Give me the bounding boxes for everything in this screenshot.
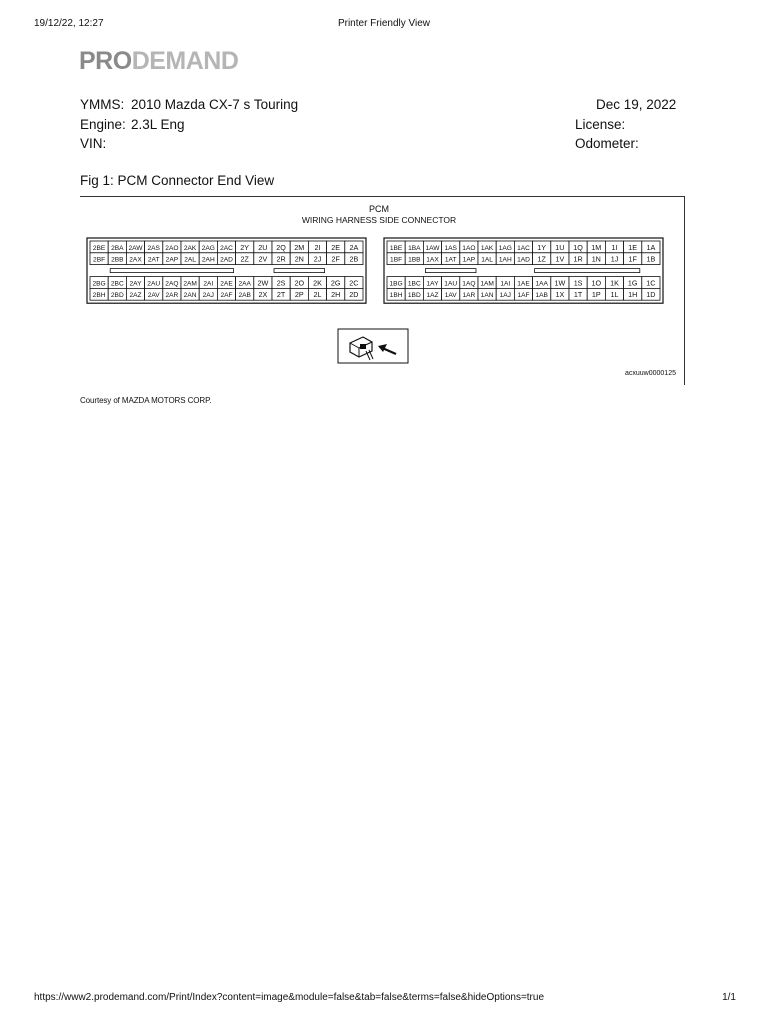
pin-label: 2C [349, 278, 359, 288]
pin-label: 2AG [201, 244, 215, 252]
pin-label: 2BG [92, 280, 106, 288]
pin-label: 1AP [462, 256, 476, 264]
pin-label: 1AE [517, 280, 530, 288]
pin-label: 1AC [517, 244, 530, 252]
pin-label: 2T [276, 290, 286, 300]
pcm-connector-diagram [80, 197, 684, 385]
pin-label: 2AX [129, 256, 142, 264]
pin-label: 2P [294, 290, 304, 300]
pin-label: 2AA [238, 280, 251, 288]
pin-label: 2AV [147, 292, 160, 300]
print-url: https://www2.prodemand.com/Print/Index?content=image&module=false&tab=false&terms=false&hideOptions=true [34, 992, 545, 1003]
pin-label: 1AT [444, 256, 457, 264]
pin-label: 2W [257, 278, 269, 288]
image-code: acxuuw0000125 [625, 370, 676, 377]
left-connector-key [274, 269, 325, 273]
license-label: License: [575, 116, 626, 132]
ymms-value: 2010 Mazda CX-7 s Touring [131, 97, 299, 112]
pin-label: 1AN [480, 292, 494, 300]
pin-label: 1BH [389, 292, 403, 300]
pin-label: 1AV [444, 292, 457, 300]
pin-label: 1BB [408, 256, 421, 264]
pin-label: 2AT [147, 256, 160, 264]
pin-label: 1AH [498, 256, 512, 264]
page-number: 1/1 [722, 992, 736, 1003]
pin-label: 2K [313, 278, 322, 288]
print-title: Printer Friendly View [337, 18, 431, 29]
pin-label: 1AO [462, 244, 476, 252]
pin-label: 1W [554, 278, 566, 288]
pin-label: 2N [294, 254, 304, 264]
pin-label: 1O [591, 278, 602, 288]
pin-label: 2AL [184, 256, 196, 264]
pin-label: 2AQ [165, 280, 179, 288]
pin-label: 1M [591, 242, 602, 252]
pin-label: 2R [276, 254, 286, 264]
pin-label: 2AB [238, 292, 251, 300]
pin-label: 2AE [220, 280, 233, 288]
vin-label: VIN: [80, 136, 107, 151]
print-datetime: 19/12/22, 12:27 [34, 18, 104, 29]
pin-label: 1X [555, 290, 565, 300]
pin-label: 2AS [147, 244, 160, 252]
pin-label: 2B [349, 254, 359, 264]
pin-label: 1R [573, 254, 583, 264]
logo-part-demand: DEMAND [131, 47, 239, 75]
pin-label: 2AD [220, 256, 233, 264]
pin-label: 1AD [517, 256, 530, 264]
pin-label: 2I [314, 242, 321, 252]
vehicle-info-row-2 [80, 115, 678, 135]
pin-label: 2AK [183, 244, 197, 252]
ymms-label: YMMS: [80, 97, 125, 112]
right-connector-key [425, 269, 476, 273]
pin-label: 1U [555, 242, 565, 252]
pin-label: 1AW [425, 244, 440, 252]
pin-label: 2S [276, 278, 286, 288]
pin-label: 1H [628, 290, 638, 300]
pin-label: 2AJ [202, 292, 214, 300]
pin-label: 1L [610, 290, 619, 300]
pin-label: 1AM [480, 280, 494, 288]
pin-label: 1AQ [462, 280, 476, 288]
diagram-title: PCM [369, 204, 389, 214]
pin-label: 2Q [276, 242, 286, 252]
pin-label: 2AF [220, 292, 233, 300]
pin-label: 1E [628, 242, 638, 252]
connector-view-icon [338, 329, 408, 363]
pin-label: 2AW [128, 244, 143, 252]
pin-label: 1P [591, 290, 601, 300]
pin-label: 1AS [444, 244, 457, 252]
pin-label: 1AK [480, 244, 494, 252]
pcm-connector-figure [80, 196, 685, 385]
vehicle-info-row-1 [80, 95, 678, 115]
pin-label: 2AU [147, 280, 161, 288]
pin-label: 1D [646, 290, 656, 300]
pin-label: 2AO [165, 244, 179, 252]
pin-label: 2BC [110, 280, 124, 288]
pin-label: 1Q [573, 242, 583, 252]
pin-label: 2G [330, 278, 341, 288]
pin-label: 1C [646, 278, 656, 288]
pin-label: 1AF [517, 292, 530, 300]
pin-label: 1AU [444, 280, 458, 288]
pin-label: 2A [349, 242, 359, 252]
left-connector-key [110, 269, 233, 273]
odometer-label: Odometer: [575, 136, 639, 151]
pin-label: 1AB [535, 292, 548, 300]
pin-label: 2AI [203, 280, 214, 288]
vehicle-info-row-3 [80, 134, 678, 154]
pin-label: 1AZ [426, 292, 439, 300]
pin-label: 2AC [220, 244, 233, 252]
pin-label: 1AL [481, 256, 493, 264]
pin-label: 1B [646, 254, 656, 264]
engine-value: 2.3L Eng [131, 116, 185, 132]
pin-label: 2AM [183, 280, 197, 288]
pin-label: 1BG [389, 280, 403, 288]
pin-label: 2D [349, 290, 359, 300]
pin-label: 1AA [535, 280, 548, 288]
pin-label: 1AI [500, 280, 511, 288]
right-connector [384, 238, 663, 303]
report-date: Dec 19, 2022 [596, 97, 677, 112]
engine-label: Engine: [80, 116, 126, 132]
pin-label: 2U [258, 242, 268, 252]
pin-label: 1K [610, 278, 619, 288]
pin-label: 1AX [426, 256, 439, 264]
logo-part-pro: PRO [79, 47, 132, 75]
pin-label: 1G [627, 278, 638, 288]
pin-label: 1BE [389, 244, 403, 252]
pin-label: 1BD [407, 292, 421, 300]
pin-label: 1J [610, 254, 619, 264]
pin-label: 2J [313, 254, 322, 264]
pin-label: 1BC [407, 280, 421, 288]
pin-label: 1V [555, 254, 565, 264]
diagram-subtitle: WIRING HARNESS SIDE CONNECTOR [301, 215, 457, 225]
pin-label: 2M [294, 242, 305, 252]
pin-label: 1S [573, 278, 583, 288]
pin-label: 2AR [165, 292, 179, 300]
pin-label: 2L [313, 290, 322, 300]
pin-label: 2AH [201, 256, 215, 264]
pin-label: 1BF [390, 256, 403, 264]
pin-label: 1T [573, 290, 583, 300]
pin-label: 2Z [240, 254, 249, 264]
left-connector [87, 238, 366, 303]
courtesy-text: Courtesy of MAZDA MOTORS CORP. [80, 396, 212, 405]
pin-label: 2AP [165, 256, 179, 264]
pin-label: 1AY [426, 280, 439, 288]
pin-label: 2H [331, 290, 341, 300]
pin-label: 2F [331, 254, 340, 264]
pin-label: 1AR [462, 292, 476, 300]
pin-label: 1AG [498, 244, 512, 252]
pin-label: 2AN [183, 292, 197, 300]
pin-label: 2X [258, 290, 268, 300]
figure-caption: Fig 1: PCM Connector End View [80, 173, 275, 188]
pin-label: 2BE [92, 244, 106, 252]
pin-label: 1Z [537, 254, 546, 264]
pin-label: 2E [331, 242, 341, 252]
pin-label: 2BB [111, 256, 124, 264]
pin-label: 2Y [240, 242, 250, 252]
prodemand-logo [79, 46, 238, 76]
right-connector-key [535, 269, 640, 273]
pin-label: 2AZ [129, 292, 142, 300]
pin-label: 1A [646, 242, 656, 252]
pin-label: 1N [591, 254, 601, 264]
pin-label: 1Y [537, 242, 547, 252]
pin-label: 2O [294, 278, 305, 288]
vehicle-info [80, 95, 678, 154]
pin-label: 1BA [408, 244, 421, 252]
pin-label: 2AY [129, 280, 142, 288]
pin-label: 2BD [110, 292, 124, 300]
pin-label: 2BF [93, 256, 106, 264]
pin-label: 2BA [111, 244, 124, 252]
pin-label: 1F [628, 254, 637, 264]
pin-label: 1I [611, 242, 618, 252]
pin-label: 2V [258, 254, 268, 264]
pin-label: 1AJ [499, 292, 511, 300]
pin-label: 2BH [92, 292, 106, 300]
